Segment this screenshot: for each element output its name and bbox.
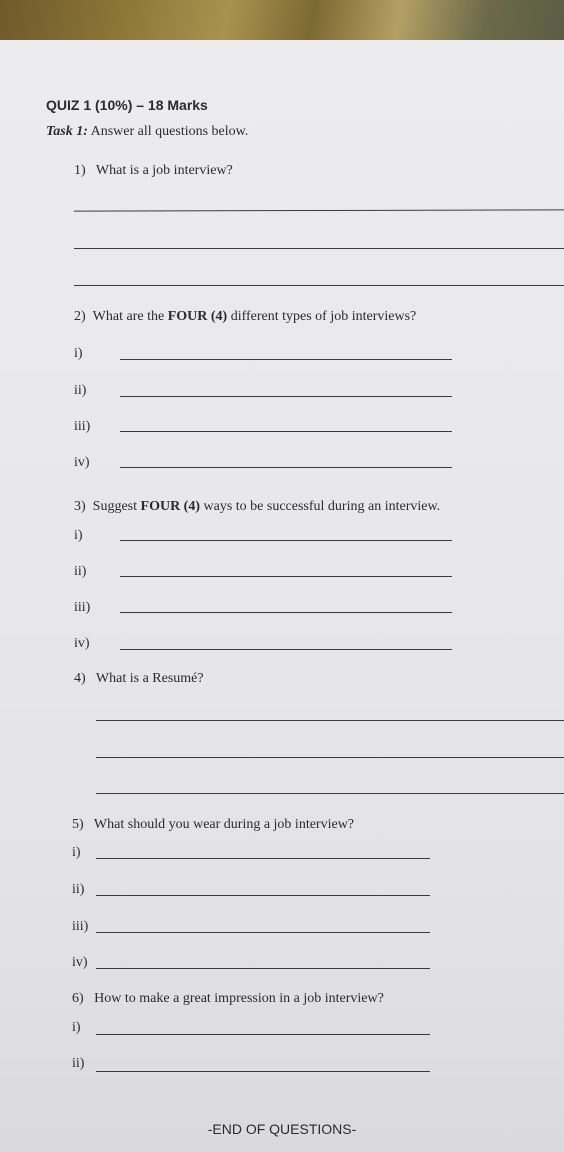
question-text: How to make a great impression in a job interview? [94,991,384,1006]
question-text-pre: What are the [92,309,168,324]
answer-line[interactable] [96,1034,430,1035]
question-text-pre: Suggest [92,499,141,514]
question-number: 5) [72,817,84,832]
item-label: iii) [72,919,89,934]
question-number: 4) [74,671,86,686]
answer-line[interactable] [120,540,452,541]
answer-line[interactable] [96,1071,430,1072]
answer-line[interactable] [120,612,452,613]
question-text: What should you wear during a job interview? [93,817,355,832]
item-label: iv) [74,636,90,651]
question-text-bold: FOUR (4) [167,309,228,324]
task-text: Answer all questions below. [90,124,249,139]
answer-line[interactable] [96,793,564,794]
question-text: What is a Resumé? [95,671,204,686]
item-label: iii) [74,419,91,434]
answer-line[interactable] [120,396,452,397]
question-2 [74,309,416,325]
question-5 [72,817,354,833]
item-label: i) [74,528,83,543]
item-label: iv) [74,455,90,470]
answer-line[interactable] [96,720,564,721]
answer-line[interactable] [120,431,452,432]
item-label: i) [74,346,83,361]
question-text-post: ways to be successful during an interview. [200,499,441,514]
answer-line[interactable] [120,359,452,360]
question-text: What is a job interview? [95,163,233,178]
answer-line[interactable] [74,285,564,286]
answer-line[interactable] [120,576,452,577]
item-label: i) [72,845,81,860]
task-label: Task 1: [46,124,88,139]
answer-line[interactable] [96,757,564,758]
answer-line[interactable] [120,649,452,650]
question-text-bold: FOUR (4) [140,499,201,514]
answer-line[interactable] [96,858,430,859]
question-number: 2) [74,309,86,324]
task-instruction [46,124,248,140]
item-label: ii) [74,383,87,398]
answer-line[interactable] [120,467,452,468]
question-number: 3) [74,499,86,514]
quiz-title: QUIZ 1 (10%) – 18 Marks [46,97,208,113]
item-label: i) [72,1020,81,1035]
question-6 [72,991,384,1007]
answer-line[interactable] [96,932,430,933]
answer-line[interactable] [74,248,564,249]
question-number: 1) [74,163,86,178]
item-label: ii) [72,1056,85,1071]
item-label: ii) [72,882,85,897]
question-4 [74,671,204,687]
answer-line[interactable] [96,895,430,896]
question-text-post: different types of job interviews? [227,309,417,324]
question-1 [74,163,233,179]
item-label: iv) [72,955,88,970]
paper-sheet [0,40,564,1152]
question-number: 6) [72,991,84,1006]
item-label: ii) [74,564,87,579]
answer-line[interactable] [96,968,430,969]
item-label: iii) [74,600,91,615]
question-3 [74,499,440,515]
end-of-questions: -END OF QUESTIONS- [207,1121,357,1137]
